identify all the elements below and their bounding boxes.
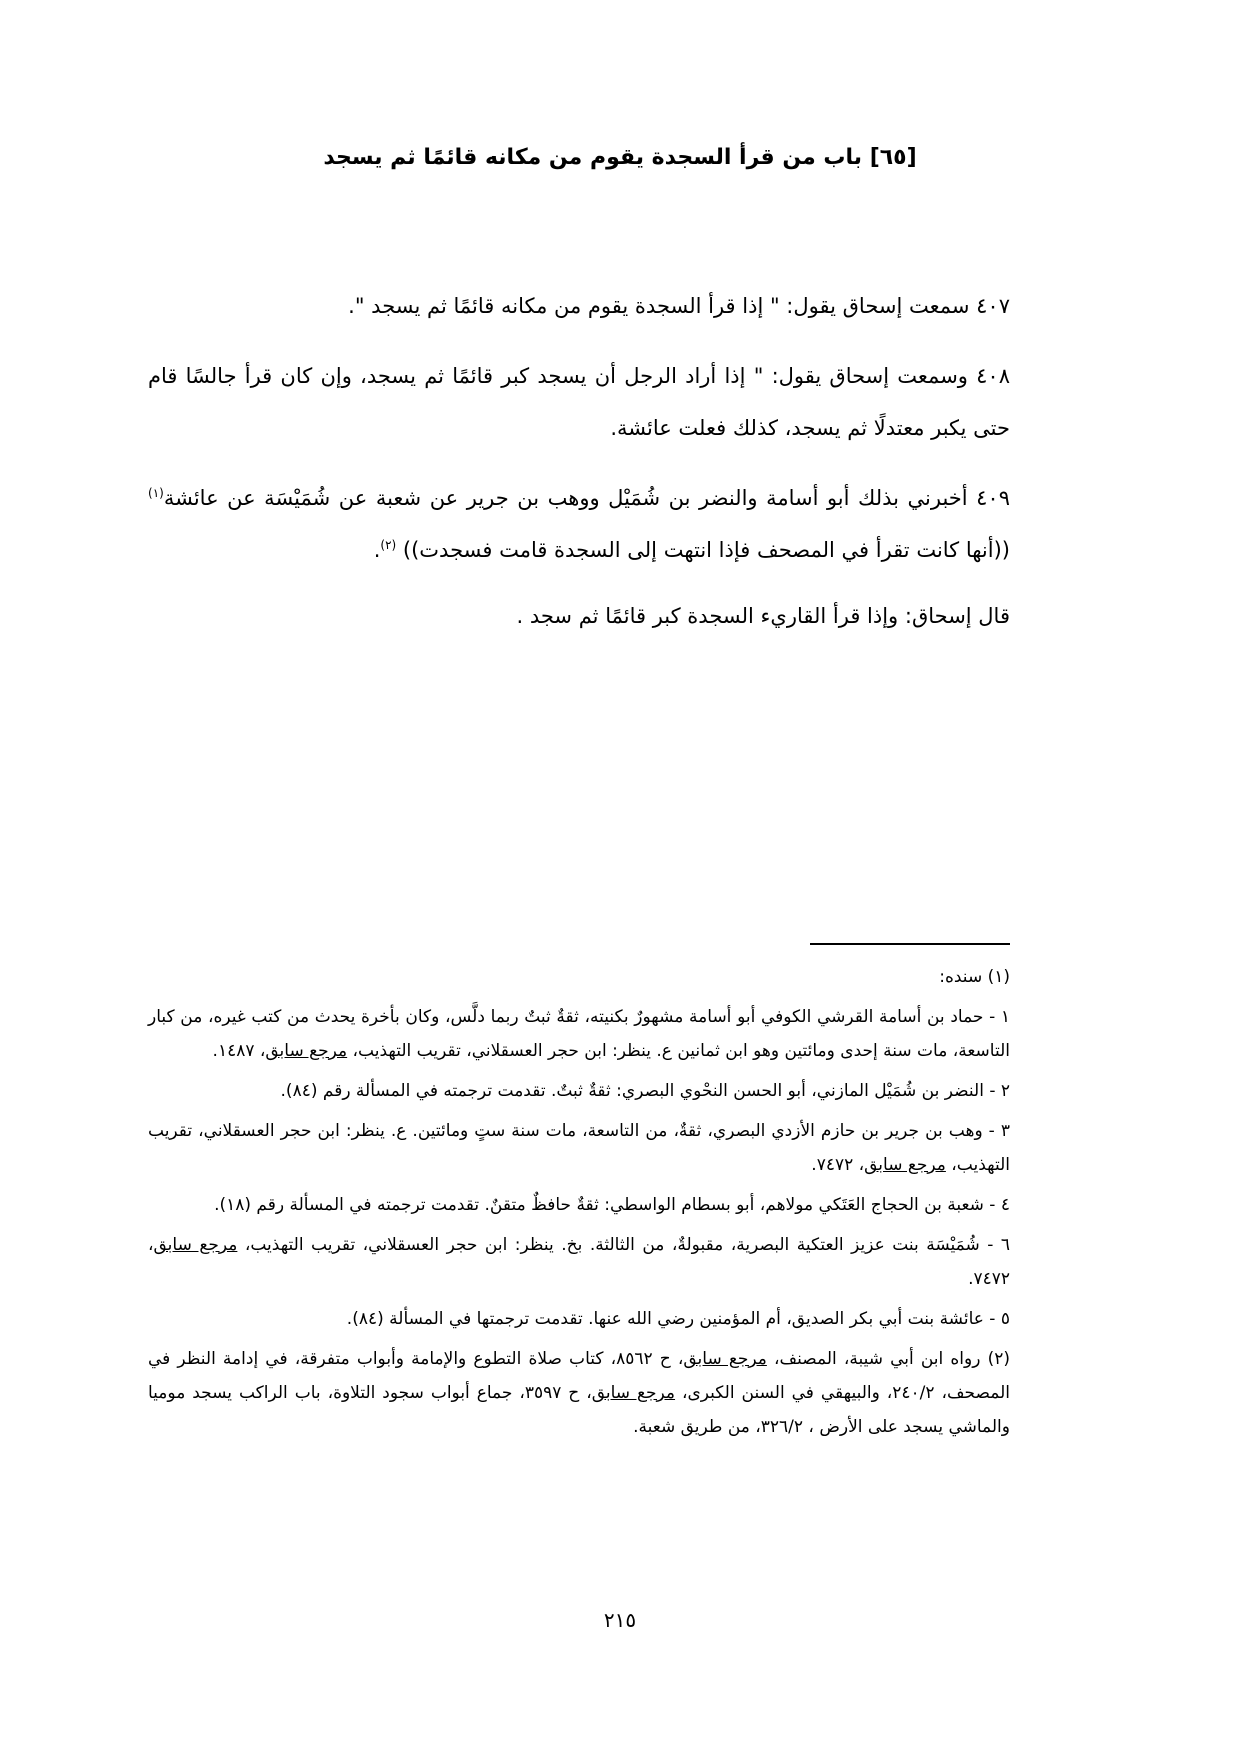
- paragraph-ishaq: قال إسحاق: وإذا قرأ القاريء السجدة كبر قائمًا ثم سجد .: [516, 604, 1010, 628]
- footnote-separator: [810, 943, 1010, 945]
- footnote-text: ، ١٤٨٧.: [212, 1041, 266, 1061]
- footnote-text: ، ح ٣٥٩٧، جماع أبواب سجود التلاوة، باب الراكب يسجد موميا والماشي يسجد على الأرض ، ٣٢٦/٢، من طريق شعبة.: [148, 1383, 1010, 1437]
- footnote-1-item-2: ٢ - النضر بن شُمَيْل المازني، أبو الحسن النحْوي البصري: ثقةٌ ثبتٌ. تقدمت ترجمته في المسألة رقم (٨٤).: [280, 1081, 1010, 1101]
- paragraph-409: [148, 472, 1010, 576]
- footnote-1-item-4: ٤ - شعبة بن الحجاج العَتَكي مولاهم، أبو بسطام الواسطي: ثقةٌ حافظٌ متقنٌ. تقدمت ترجمته في المسألة رقم (١٨).: [214, 1195, 1010, 1215]
- reference-link: مرجع سابق: [265, 1041, 348, 1061]
- paragraph-408: ٤٠٨ وسمعت إسحاق يقول: " إذا أراد الرجل أن يسجد كبر قائمًا ثم يسجد، وإن كان قرأ جالسًا قام حتى يكبر معتدلًا ثم يسجد، كذلك فعلت عائشة.: [148, 364, 1010, 440]
- paragraph-409-text-c: .: [373, 538, 381, 562]
- page-number: ٢١٥: [603, 1608, 637, 1632]
- footnote-ref-1[interactable]: (١): [148, 486, 164, 500]
- footnotes: [148, 960, 1010, 1450]
- footnote-text: ، ٧٤٧٢.: [148, 1235, 1010, 1289]
- footnote-text: ، ٧٤٧٢.: [811, 1155, 865, 1175]
- footnote-1-item-1: [148, 1000, 1010, 1068]
- paragraph-407: ٤٠٧ سمعت إسحاق يقول: " إذا قرأ السجدة يقوم من مكانه قائمًا ثم يسجد ".: [348, 294, 1010, 318]
- footnote-1-item-5: ٥ - عائشة بنت أبي بكر الصديق، أم المؤمنين رضي الله عنها. تقدمت ترجمتها في المسألة (٨٤).: [346, 1309, 1010, 1329]
- reference-link: مرجع سابق: [591, 1383, 676, 1403]
- footnote-ref-2[interactable]: (٢): [380, 538, 397, 552]
- footnote-text: (٢) رواه ابن أبي شيبة، المصنف،: [766, 1349, 1010, 1369]
- footnote-1-item-6: [148, 1228, 1010, 1296]
- footnote-2: [148, 1342, 1010, 1444]
- footnote-text: ، ح ٨٥٦٢، كتاب صلاة التطوع والإمامة وأبواب متفرقة، في إدامة النظر في المصحف، ٢٤٠/٢، والبيهقي في السنن الكبرى،: [148, 1349, 1011, 1403]
- reference-link: مرجع سابق: [683, 1349, 767, 1369]
- footnote-1-item-3: [148, 1114, 1010, 1182]
- main-text: [148, 280, 1010, 660]
- footnote-text: ٦ - شُمَيْسَة بنت عزيز العتكية البصرية، مقبولةٌ، من الثالثة. بخ. ينظر: ابن حجر العسقلاني، تقريب التهذيب،: [237, 1235, 1011, 1255]
- chapter-title: [٦٥] باب من قرأ السجدة يقوم من مكانه قائمًا ثم يسجد: [323, 145, 917, 170]
- footnote-1-heading: (١) سنده:: [939, 967, 1010, 987]
- paragraph-409-text-a: ٤٠٩ أخبرني بذلك أبو أسامة والنضر بن شُمَيْل ووهب بن جرير عن شعبة عن شُمَيْسَة عن عائشة: [163, 486, 1010, 510]
- footnote-text: ٣ - وهب بن جرير بن حازم الأزدي البصري، ثقةٌ، من التاسعة، مات سنة ستٍ ومائتين. ع. ينظر: ابن حجر العسقلاني، تقريب التهذيب،: [148, 1121, 1010, 1175]
- footnote-text: ١ - حماد بن أسامة القرشي الكوفي أبو أسامة مشهورٌ بكنيته، ثقةٌ ثبتٌ ربما دلَّس، وكان بأخرة يحدث من كتب غيره، من كبار التاسعة، مات سنة إحدى ومائتين وهو ابن ثمانين ع. ينظر: ابن حجر العسقلاني، تقريب التهذيب،: [148, 1007, 1010, 1061]
- reference-link: مرجع سابق: [864, 1155, 946, 1175]
- paragraph-409-text-b: ((أنها كانت تقرأ في المصحف فإذا انتهت إلى السجدة قامت فسجدت)): [396, 538, 1010, 562]
- reference-link: مرجع سابق: [153, 1235, 238, 1255]
